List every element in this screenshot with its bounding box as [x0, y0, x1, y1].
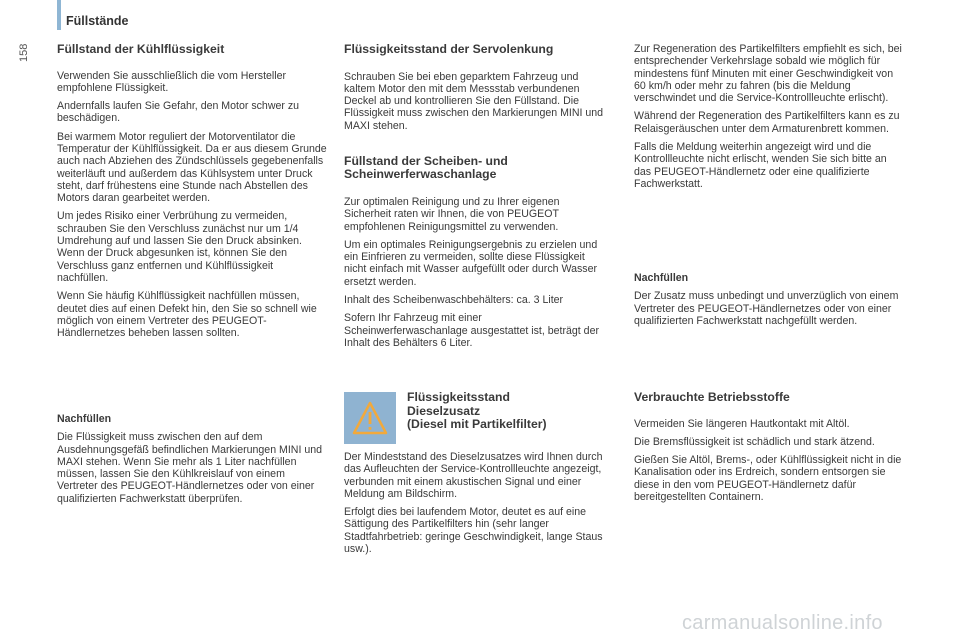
washer-paragraph: Sofern Ihr Fahrzeug mit einer Scheinwerferwaschanlage ausgestattet ist, beträgt der Inhalt des Behälters 6 Liter. [344, 312, 599, 349]
regeneration-paragraph: Falls die Meldung weiterhin angezeigt wird und die Kontrollleuchte nicht erlischt, wenden Sie sich bitte an das PEUGEOT-Händlernetz oder eine qualifizierte Fachwerkstatt. [634, 141, 887, 190]
used-fluids-section [634, 391, 906, 509]
page-header: Füllstände [66, 14, 129, 28]
steering-text: Schrauben Sie bei eben geparktem Fahrzeug und kaltem Motor den mit dem Messstab verbundenen Deckel ab und kontrollieren Sie den Füllstand. Die Flüssigkeit muss zwischen den Markierungen MINI und MAXI stehen. [344, 70, 604, 132]
used-fluids-title: Verbrauchte Betriebsstoffe [634, 390, 790, 404]
coolant-paragraph: Um jedes Risiko einer Verbrühung zu vermeiden, schrauben Sie den Verschluss zunächst nur um 1/4 Umdrehung auf und lassen Sie den Druck absinken. Wenn der Druck abgesunken ist, können Sie den Verschluss ganz entfernen und Kühlflüssigkeit nachfüllen. [57, 210, 302, 284]
watermark: carmanualsonline.info [682, 612, 883, 634]
coolant-paragraph: Andernfalls laufen Sie Gefahr, den Motor schwer zu beschädigen. [57, 100, 300, 125]
used-fluids-paragraph: Die Bremsflüssigkeit ist schädlich und stark ätzend. [634, 435, 875, 448]
washer-title-line-1: Füllstand der Scheiben- und [344, 153, 508, 168]
coolant-paragraph: Verwenden Sie ausschließlich die vom Hersteller empfohlene Flüssigkeit. [57, 69, 287, 94]
additive-refill-text: Der Zusatz muss unbedingt und unverzüglich von einem Vertreter des PEUGEOT-Händlernetzes oder von einer qualifizierten Fachwerkstatt nachgefüllt werden. [634, 290, 899, 327]
column-regeneration [634, 43, 906, 196]
washer-title [344, 155, 606, 182]
column-steering-washer [344, 43, 606, 355]
coolant-paragraph: Bei warmem Motor reguliert der Motorventilator die Temperatur der Kühlflüssigkeit. Da er aus diesem Grunde auch nach Abziehen des Zündschlüssels gegebenenfalls weiterläuft und außerdem das Kühlsystem unter Druck steht, darf frühestens eine Stunde nach Abstellen des Motors daran gearbeitet werden. [57, 130, 327, 205]
washer-paragraph: Um ein optimales Reinigungsergebnis zu erzielen und ein Einfrieren zu vermeiden, sollte diese Flüssigkeit nicht einfach mit Wasser aufgefüllt oder durch Wasser ersetzt werden. [344, 238, 598, 288]
coolant-refill-text: Die Flüssigkeit muss zwischen den auf dem Ausdehnungsgefäß befindlichen Markierungen MINI und MAXI stehen. Wenn Sie mehr als 1 Liter nachfüllen müssen, lassen Sie den Kühlkreislauf von einem Vertreter des PEUGEOT-Händlernetzes oder von einer qualifizierten Fachwerkstatt überprüfen. [57, 431, 323, 505]
steering-title: Flüssigkeitsstand der Servolenkung [344, 42, 554, 56]
coolant-refill-section [57, 413, 327, 511]
diesel-additive-section [344, 451, 606, 561]
diesel-paragraph: Der Mindeststand des Dieselzusatzes wird Ihnen durch das Aufleuchten der Service-Kontrollleuchte angezeigt, verbunden mit einem akustischen Signal und einer Meldung am Bildschirm. [344, 451, 603, 500]
warning-icon [344, 392, 396, 444]
diesel-title-line-3: (Diesel mit Partikelfilter) [407, 417, 547, 431]
coolant-paragraph: Wenn Sie häufig Kühlflüssigkeit nachfüllen müssen, deutet dies auf einen Defekt hin, den Sie so schnell wie möglich von einem Vertreter des PEUGEOT-Händlernetzes beheben lassen sollten. [57, 290, 317, 340]
used-fluids-paragraph: Vermeiden Sie längeren Hautkontakt mit Altöl. [634, 417, 850, 430]
additive-refill-section [634, 272, 906, 333]
regeneration-paragraph: Während der Regeneration des Partikelfilters kann es zu Relaisgeräuschen unter dem Armaturenbrett kommen. [634, 110, 900, 135]
coolant-title: Füllstand der Kühlflüssigkeit [57, 42, 225, 56]
diesel-additive-title [407, 391, 547, 432]
column-coolant [57, 43, 327, 345]
diesel-title-line-1: Flüssigkeitsstand [407, 390, 510, 404]
coolant-refill-title: Nachfüllen [57, 413, 112, 425]
washer-paragraph: Zur optimalen Reinigung und zu Ihrer eigenen Sicherheit raten wir Ihnen, die von PEUGEOT empfohlenen Reinigungsmittel zu verwenden. [344, 195, 560, 233]
diesel-paragraph: Erfolgt dies bei laufendem Motor, deutet es auf eine Sättigung des Partikelfilters hin (sehr langer Stadtfahrbetrieb: geringe Geschwindigkeit, lange Staus usw.). [344, 506, 603, 556]
regeneration-paragraph: Zur Regeneration des Partikelfilters empfiehlt es sich, bei entsprechender Verkehrslage sobald wie möglich für mindestens fünf Minuten mit einer Geschwindigkeit von 60 km/h oder mehr zu fahren (bis die Meldung verschwindet und die Service-Kontrollleuchte erlischt). [634, 43, 902, 105]
header-accent-bar [57, 0, 61, 30]
washer-paragraph: Inhalt des Scheibenwaschbehälters: ca. 3 Liter [344, 294, 564, 307]
washer-title-line-2: Scheinwerferwaschanlage [344, 167, 497, 182]
page-number: 158 [18, 43, 30, 62]
used-fluids-paragraph: Gießen Sie Altöl, Brems-, oder Kühlflüssigkeit nicht in die Kanalisation oder ins Erdreich, sondern entsorgen sie diese in den vom PEUGEOT-Händlernetz dafür bereitgestellten Containern. [634, 454, 902, 503]
additive-refill-title: Nachfüllen [634, 272, 689, 284]
diesel-title-line-2: Dieselzusatz [407, 403, 481, 418]
warning-triangle-icon [352, 401, 388, 435]
